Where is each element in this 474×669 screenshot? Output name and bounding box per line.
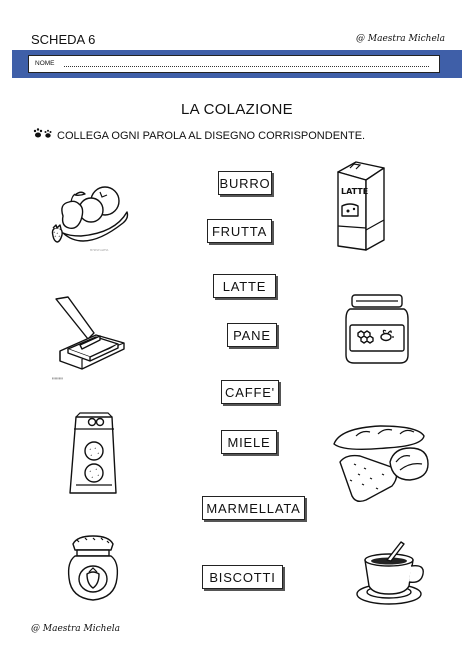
name-write-line[interactable] bbox=[64, 66, 429, 67]
word-card-caffe[interactable]: CAFFE' bbox=[221, 380, 279, 404]
fruit-basket-icon bbox=[45, 178, 135, 253]
word-card-burro[interactable]: BURRO bbox=[218, 171, 272, 195]
footer-credit: @ Maestra Michela bbox=[31, 624, 121, 634]
author-credit: @ Maestra Michela bbox=[356, 34, 446, 44]
carton-label: LATTE bbox=[341, 187, 369, 196]
page-title: LA COLAZIONE bbox=[181, 101, 293, 118]
cookie-bag-icon bbox=[62, 409, 128, 499]
jam-jar-icon bbox=[63, 532, 123, 607]
name-label: NOME bbox=[35, 60, 55, 67]
paw-icon bbox=[33, 127, 53, 139]
word-card-biscotti[interactable]: BISCOTTI bbox=[202, 565, 283, 589]
coffee-cup-icon bbox=[355, 540, 427, 606]
word-card-frutta[interactable]: FRUTTA bbox=[207, 219, 272, 243]
word-card-miele[interactable]: MIELE bbox=[221, 430, 277, 454]
word-card-pane[interactable]: PANE bbox=[227, 323, 277, 347]
butter-icon bbox=[52, 295, 132, 381]
instruction: COLLEGA OGNI PAROLA AL DISEGNO CORRISPONDENTE. bbox=[57, 130, 366, 142]
honey-jar-icon bbox=[342, 291, 412, 369]
bread-icon bbox=[330, 418, 434, 508]
word-card-marmellata[interactable]: MARMELLATA bbox=[202, 496, 305, 520]
sheet-number: SCHEDA 6 bbox=[31, 32, 96, 47]
svg-text:MYSELF.ALPHA: MYSELF.ALPHA bbox=[90, 249, 109, 252]
svg-text:▮▮▮▮▮▮▮▮: ▮▮▮▮▮▮▮▮ bbox=[52, 377, 64, 380]
milk-carton-icon bbox=[330, 158, 388, 254]
name-box bbox=[28, 55, 440, 73]
word-card-latte[interactable]: LATTE bbox=[213, 274, 276, 298]
